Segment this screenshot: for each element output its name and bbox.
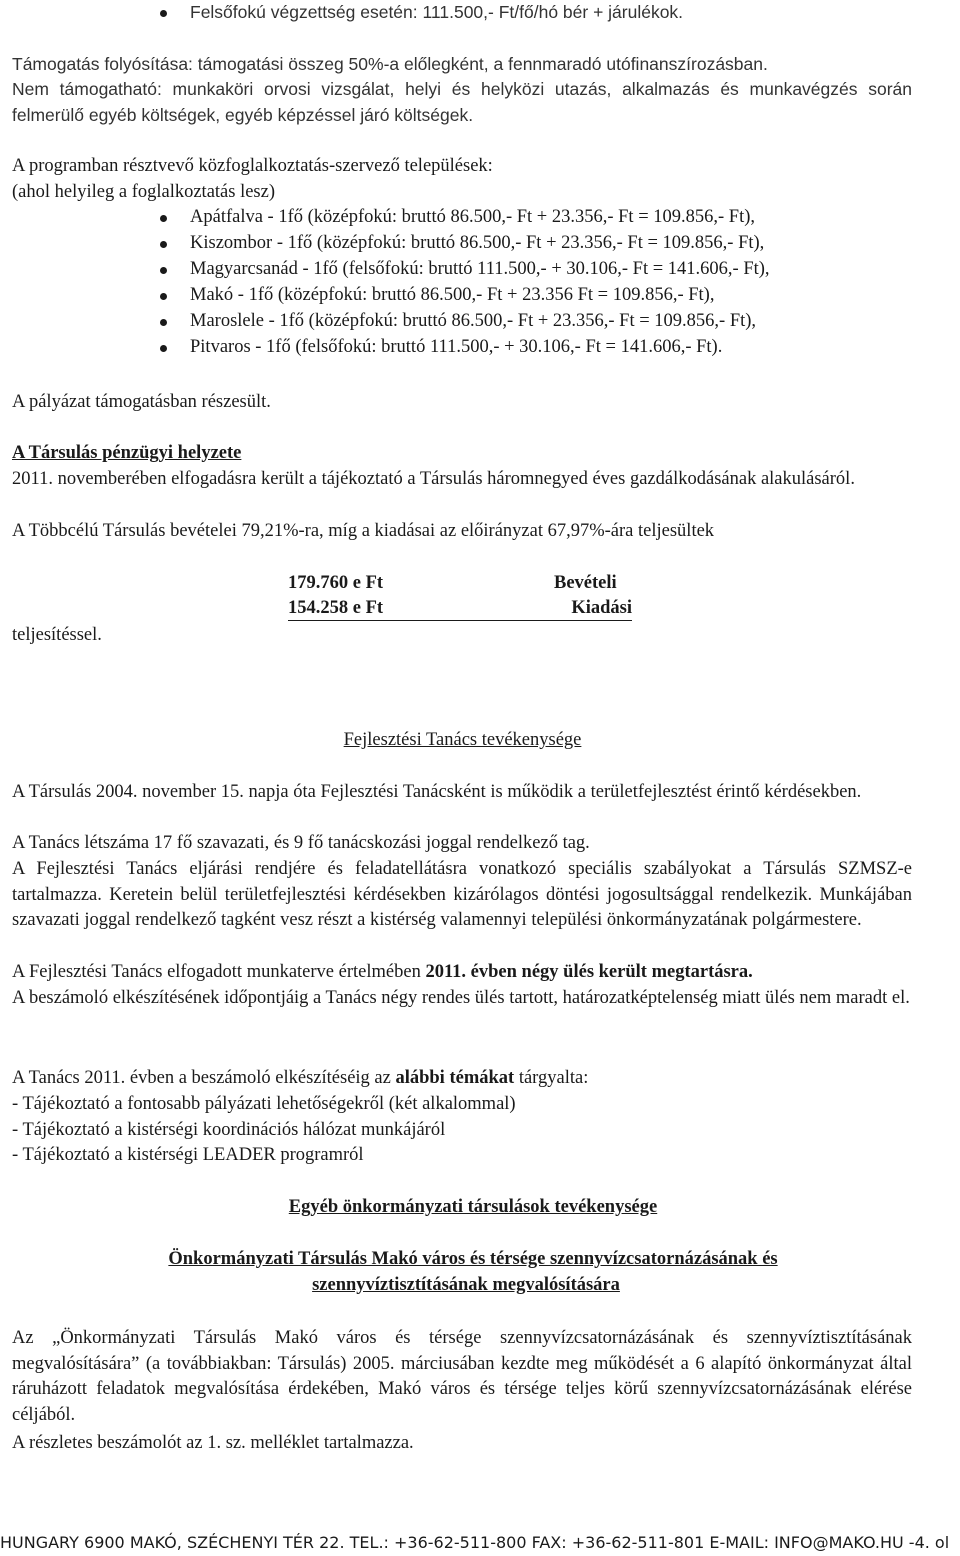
program-intro-2: (ahol helyileg a foglalkoztatás lesz) <box>12 182 276 202</box>
council-p3: A Fejlesztési Tanács eljárási rendjére és feladatellátásra vonatkozó speciális szabályokat a Társulás SZMSZ-e tartalmazza. Keretein belül területfejlesztési kérdésekben kizárólagos döntési jogosultsággal rendelkezik. Munkájában szavazati joggal rendelkező tagként vesz részt a kistérség valamennyi települési önkormányzatának polgármestere. <box>12 859 912 930</box>
list-item: Maroslele - 1fő (középfokú: bruttó 86.500,- Ft + 23.356,- Ft = 109.856,- Ft), <box>160 309 940 335</box>
expense-amount: 154.258 e Ft <box>288 598 384 618</box>
council-p6 <box>12 1066 912 1092</box>
other-p1: Az „Önkormányzati Társulás Makó város és térsége szennyvízcsatornázásának és szennyvíztisztításának megvalósítására” (a továbbiakban: Társulás) 2005. márciusában kezdte meg működését a 6 alapító önkormányzat által ráruházott feladatok megvalósítása érdekében, Makó város és térsége teljes körű szennyvízcsatornázásának elérése céljából. <box>12 1328 912 1425</box>
finance-p2: A Többcélú Társulás bevételei 79,21%-ra, míg a kiadásai az előirányzat 67,97%-ára teljesültek <box>12 521 715 541</box>
other-subheading-2: szennyvíztisztításának megvalósítására <box>312 1275 620 1295</box>
topic-item: - Tájékoztató a kistérségi koordinációs hálózat munkájáról <box>12 1120 446 1140</box>
list-item: Magyarcsanád - 1fő (felsőfokú: bruttó 111.500,- + 30.106,- Ft = 141.606,- Ft), <box>160 257 940 283</box>
topic-item: - Tájékoztató a fontosabb pályázati lehetőségekről (két alkalommal) <box>12 1094 516 1114</box>
expense-label: Kiadási <box>571 598 632 618</box>
council-p6-end: tárgyalta: <box>514 1068 589 1088</box>
finance-heading: A Társulás pénzügyi helyzete <box>12 443 242 463</box>
council-p2: A Tanács létszáma 17 fő szavazati, és 9 fő tanácskozási joggal rendelkező tag. <box>12 833 590 853</box>
council-p1: A Társulás 2004. november 15. napja óta Fejlesztési Tanácsként is működik a területfejlesztést érintő kérdésekben. <box>12 782 862 802</box>
program-intro-1: A programban résztvevő közfoglalkoztatás-szervező települések: <box>12 156 493 176</box>
council-p6-start: A Tanács 2011. évben a beszámoló elkészítéséig az <box>12 1068 396 1088</box>
tamogatas-text: Támogatás folyósítása: támogatási összeg 50%-a előlegként, a fennmaradó utófinanszírozásban. <box>12 54 768 74</box>
program-result: A pályázat támogatásban részesült. <box>12 392 271 412</box>
settlement-list <box>160 205 940 361</box>
other-p2: A részletes beszámolót az 1. sz. melléklet tartalmazza. <box>12 1433 414 1453</box>
top-bullet-list <box>160 0 940 26</box>
council-p5: A beszámoló elkészítésének időpontjáig a Tanács négy rendes ülés tartott, határozatképtelenség miatt ülés nem maradt el. <box>12 988 910 1008</box>
income-label: Bevételi <box>554 573 617 593</box>
list-item: Apátfalva - 1fő (középfokú: bruttó 86.500,- Ft + 23.356,- Ft = 109.856,- Ft), <box>160 205 940 231</box>
list-item: Kiszombor - 1fő (középfokú: bruttó 86.500,- Ft + 23.356,- Ft = 109.856,- Ft), <box>160 231 940 257</box>
list-item: Pitvaros - 1fő (felsőfokú: bruttó 111.500,- + 30.106,- Ft = 141.606,- Ft). <box>160 335 940 361</box>
teljesitessel-text: teljesítéssel. <box>12 625 102 645</box>
other-subheading-1: Önkormányzati Társulás Makó város és térsége szennyvízcsatornázásának és <box>168 1249 778 1269</box>
finance-p1: 2011. novemberében elfogadásra került a tájékoztató a Társulás háromnegyed éves gazdálkodásának alakulásáról. <box>12 469 855 489</box>
list-item: Makó - 1fő (középfokú: bruttó 86.500,- Ft + 23.356 Ft = 109.856,- Ft), <box>160 283 940 309</box>
bullet-felsofoku: Felsőfokú végzettség esetén: 111.500,- Ft/fő/hó bér + járulékok. <box>160 0 940 26</box>
council-p4-end: . <box>748 962 753 982</box>
expense-row <box>288 597 632 621</box>
other-heading: Egyéb önkormányzati társulások tevékenysége <box>288 1197 658 1217</box>
topic-item: - Tájékoztató a kistérségi LEADER programról <box>12 1145 364 1165</box>
council-heading: Fejlesztési Tanács tevékenysége <box>343 730 582 750</box>
council-p4 <box>12 960 912 986</box>
nem-tamogathato-text: Nem támogatható: munkaköri orvosi vizsgálat, helyi és helyközi utazás, alkalmazás és munkavégzés során felmerülő egyéb költségek, egyéb képzéssel járó költségek. <box>12 79 912 125</box>
council-p4-start: A Fejlesztési Tanács elfogadott munkaterve értelmében <box>12 962 426 982</box>
council-p6-bold: alábbi témákat <box>395 1068 515 1088</box>
income-amount: 179.760 e Ft <box>288 573 384 593</box>
page-footer: HUNGARY 6900 MAKÓ, SZÉCHENYI TÉR 22. TEL.: +36-62-511-800 FAX: +36-62-511-801 E-MAIL: INFO@MAKO.HU -4. ol <box>0 1533 950 1552</box>
council-p4-bold: 2011. évben négy ülés került megtartásra <box>425 962 749 982</box>
